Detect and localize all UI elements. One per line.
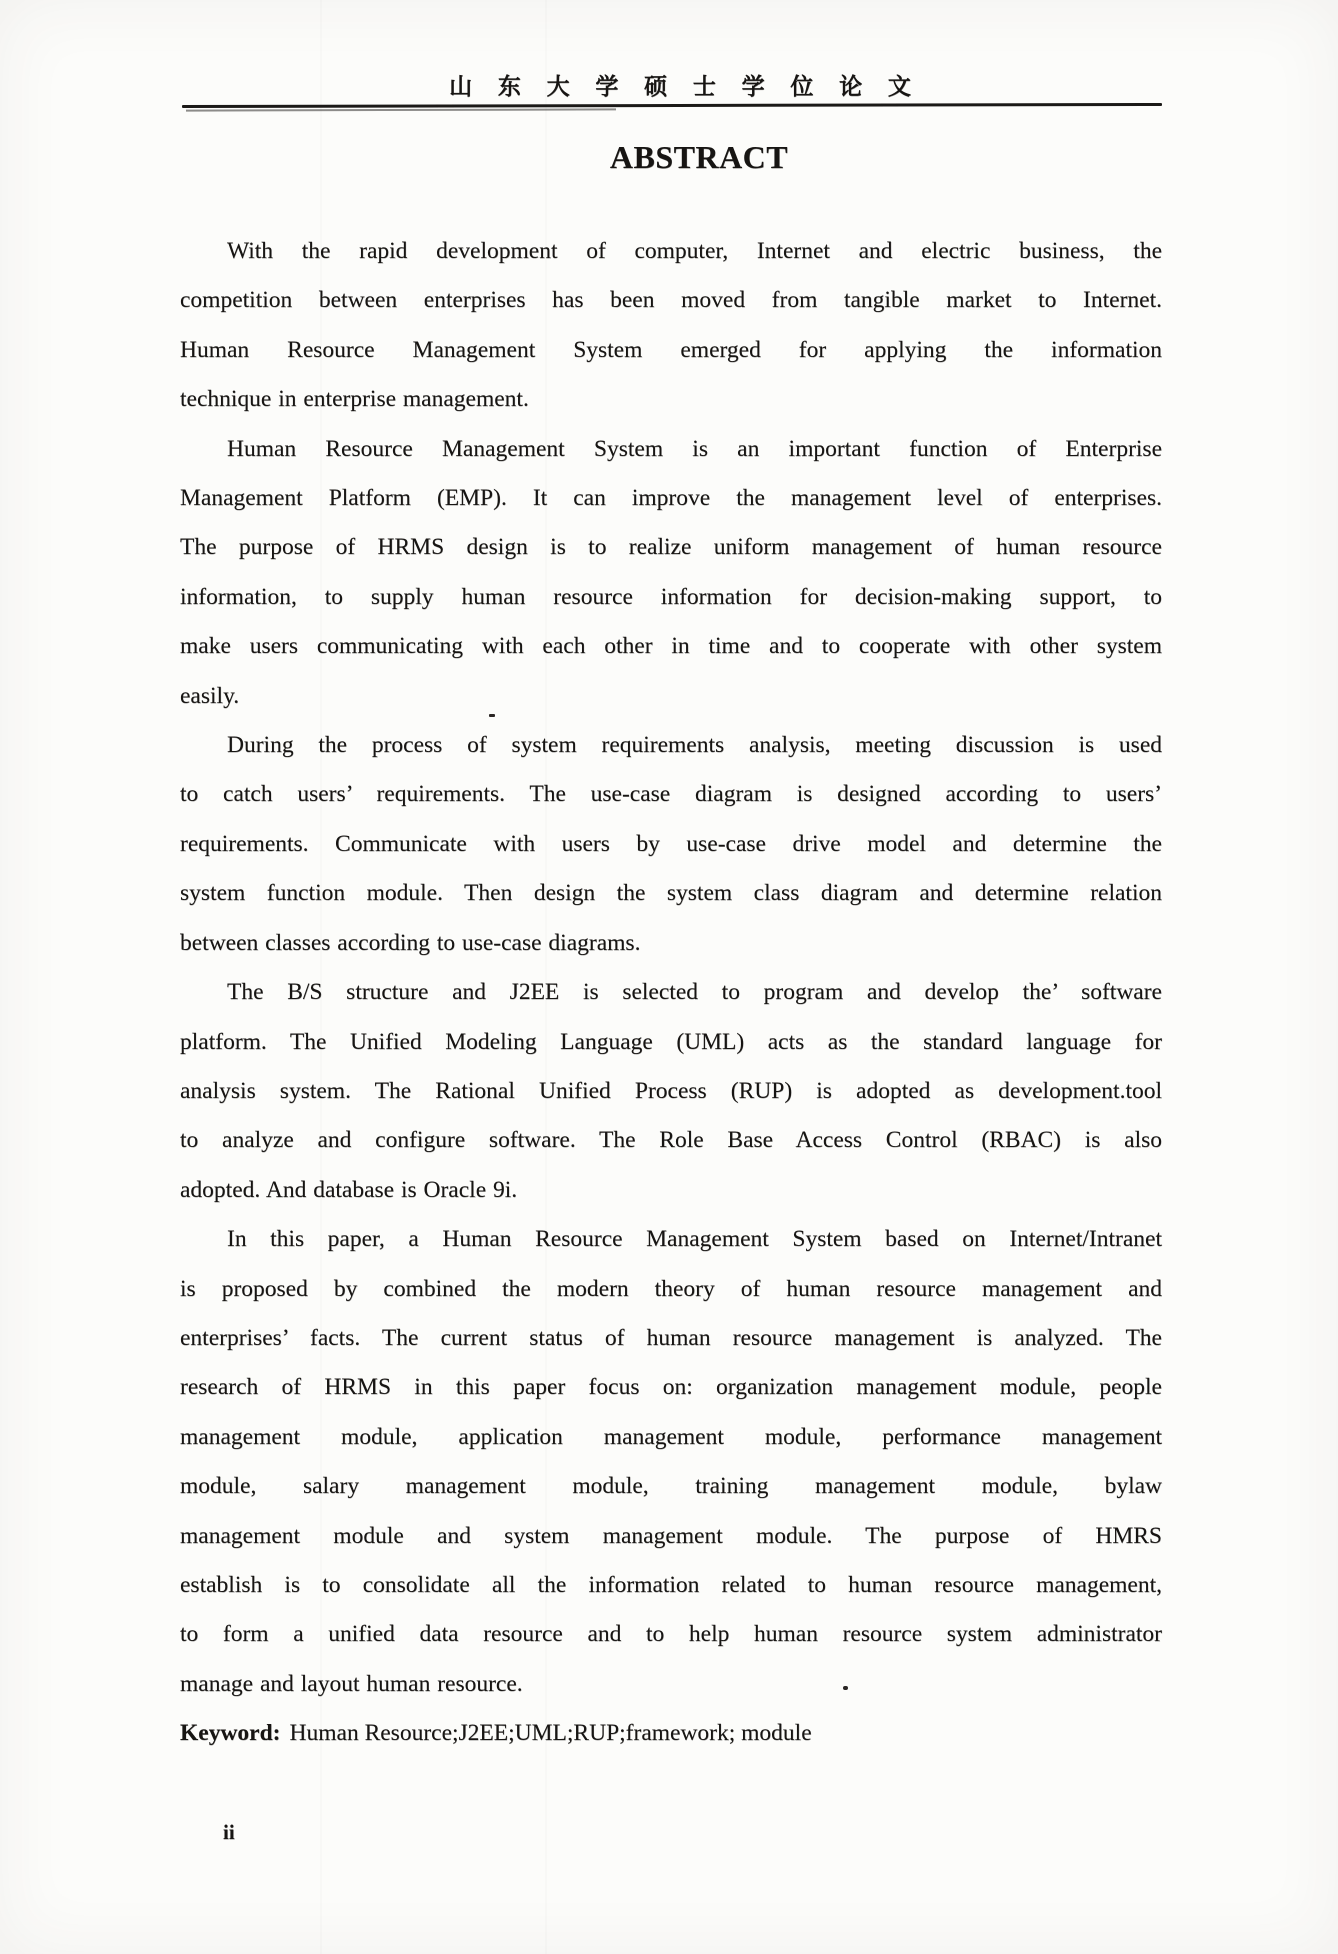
text-line: With the rapid development of computer, Internet and electric business, the [227,238,1162,264]
keywords-value: Human Resource;J2EE;UML;RUP;framework; module [289,1720,812,1747]
scan-speck [489,714,495,717]
text-line: manage and layout human resource. [180,1670,523,1697]
text-line: between classes according to use-case diagrams. [180,929,641,956]
text-line: adopted. And database is Oracle 9i. [180,1176,518,1203]
text-line: is proposed by combined the modern theory of human resource management and [180,1275,1162,1302]
text-line: to form a unified data resource and to help human resource system administrator [180,1621,1162,1648]
text-line: management module, application management module, performance management [180,1423,1162,1450]
paragraph [180,721,1162,968]
page-number: ii [223,1820,235,1844]
text-line: enterprises’ facts. The current status of human resource management is analyzed. The [180,1324,1162,1351]
text-line: research of HRMS in this paper focus on: organization management module, people [180,1374,1162,1401]
text-line: The B/S structure and J2EE is selected to program and develop the’ software [227,979,1162,1006]
text-line: The purpose of HRMS design is to realize uniform management of human resource [180,534,1162,561]
keywords-line [180,1709,1162,1758]
page-header-chinese: 山 东 大 学 硕 士 学 位 论 文 [449,74,921,99]
text-line: Human Resource Management System is an important function of Enterprise [227,435,1162,462]
abstract-body [180,227,1162,1759]
abstract-title: ABSTRACT [609,139,789,175]
scan-speck [843,1686,848,1690]
text-line: Management Platform (EMP). It can improve the management level of enterprises. [180,485,1162,512]
text-line: easily. [180,682,240,709]
text-line: system function module. Then design the system class diagram and determine relation [180,880,1162,907]
text-line: platform. The Unified Modeling Language (UML) acts as the standard language for [180,1028,1162,1055]
text-line: In this paper, a Human Resource Management System based on Internet/Intranet [227,1226,1162,1253]
text-line: to catch users’ requirements. The use-case diagram is designed according to users’ [180,781,1162,808]
text-line: to analyze and configure software. The Role Base Access Control (RBAC) is also [180,1127,1162,1154]
text-line: module, salary management module, training management module, bylaw [180,1473,1162,1500]
text-line: establish is to consolidate all the information related to human resource management, [180,1571,1162,1598]
paragraph [180,968,1162,1215]
paragraph [180,227,1162,425]
text-line: analysis system. The Rational Unified Process (RUP) is adopted as development.tool [180,1077,1162,1104]
text-line: information, to supply human resource information for decision-making support, to [180,583,1162,610]
text-line: Human Resource Management System emerged for applying the information [180,336,1162,363]
header-rule-ghost [186,108,616,111]
text-line: make users communicating with each other in time and to cooperate with other system [180,633,1162,660]
text-line: requirements. Communicate with users by use-case drive model and determine the [180,830,1162,857]
keywords-label: Keyword: [180,1720,281,1747]
text-line: technique in enterprise management. [180,386,529,413]
header-rule [182,103,1162,108]
text-line: competition between enterprises has been moved from tangible market to Internet. [180,287,1162,314]
paragraph [180,1215,1162,1709]
text-line: During the process of system requirements analysis, meeting discussion is used [227,732,1162,759]
text-line: management module and system management module. The purpose of HMRS [180,1522,1162,1549]
paragraph [180,425,1162,721]
